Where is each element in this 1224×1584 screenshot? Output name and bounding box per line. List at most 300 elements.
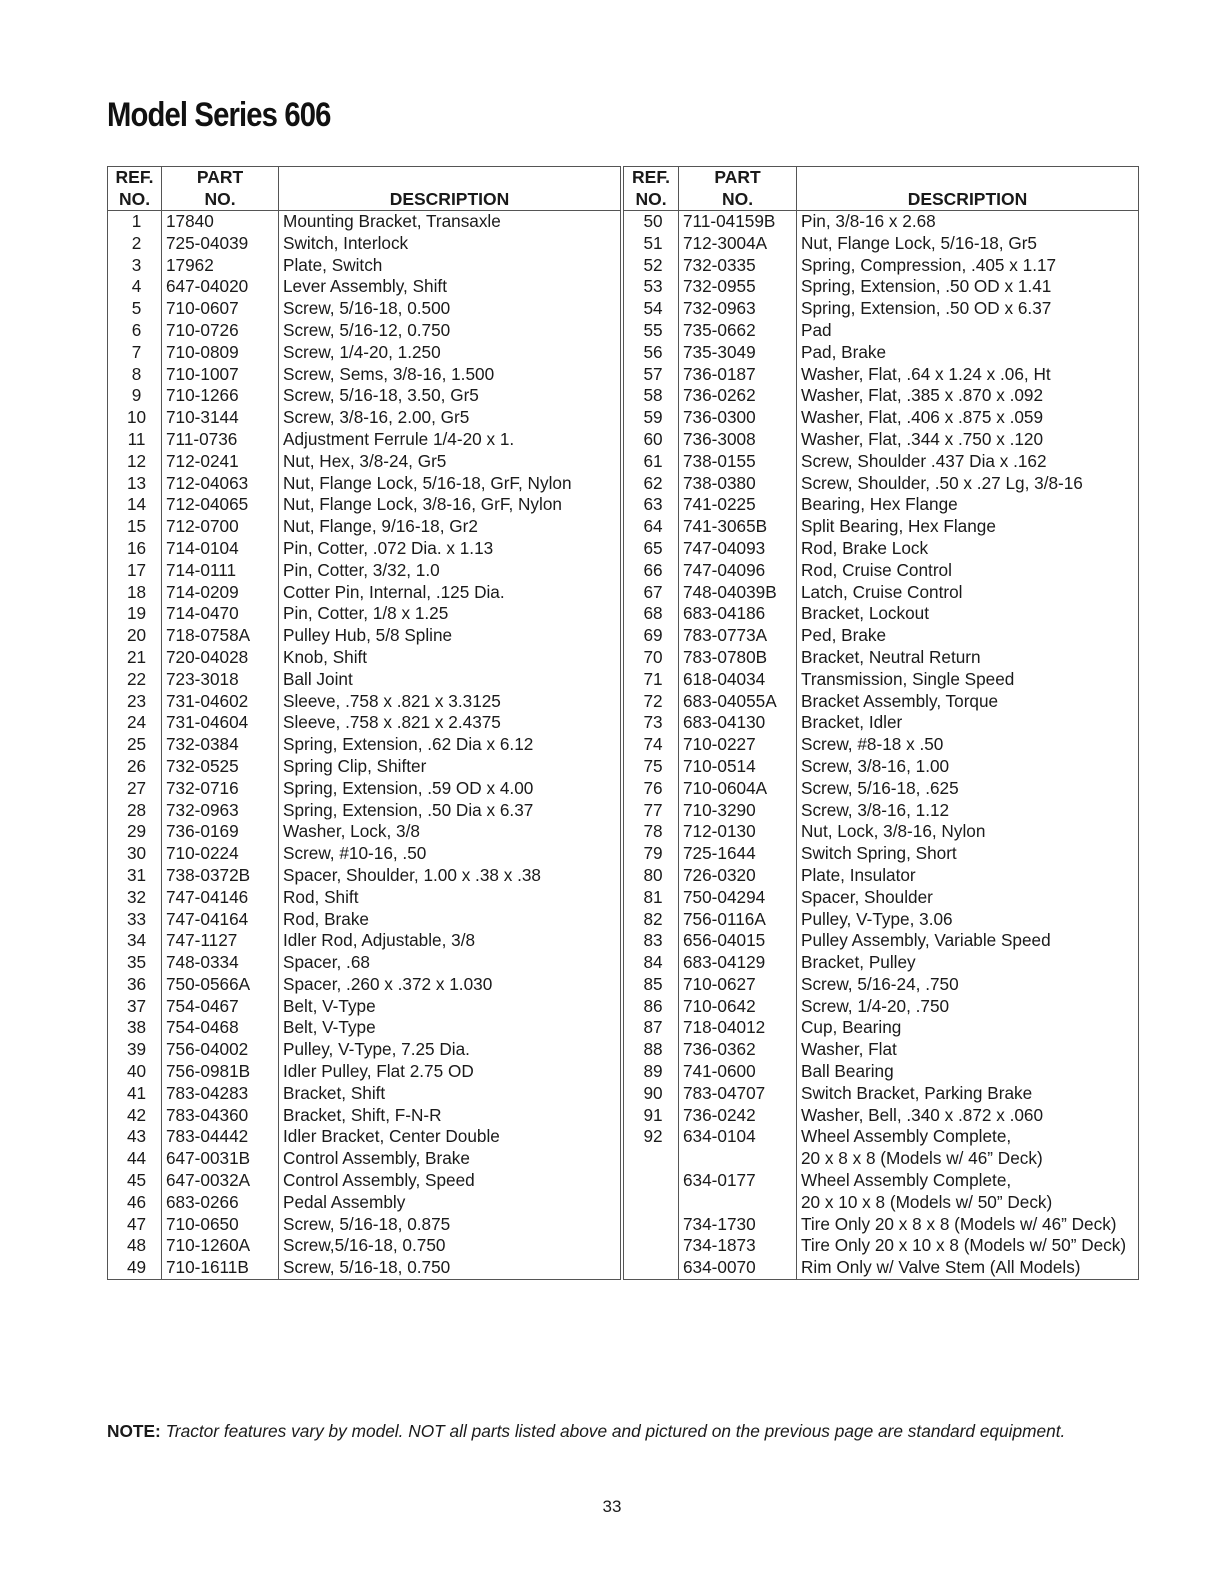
part-no-cell: 741-0600	[679, 1061, 797, 1083]
description-cell: Screw, 5/16-18, 3.50, Gr5	[279, 385, 621, 407]
table-row	[624, 734, 1139, 756]
description-cell: Bracket, Pulley	[797, 952, 1139, 974]
ref-no-cell: 12	[108, 451, 162, 473]
table-row	[624, 233, 1139, 255]
part-no-cell: 783-04283	[162, 1083, 279, 1105]
ref-no-cell: 49	[108, 1257, 162, 1279]
description-cell: Tire Only 20 x 10 x 8 (Models w/ 50” Deck)	[797, 1235, 1139, 1257]
part-no-cell	[679, 1148, 797, 1170]
ref-no-cell: 75	[624, 756, 679, 778]
ref-no-cell	[624, 1214, 679, 1236]
ref-no-cell: 68	[624, 603, 679, 625]
part-no-cell: 736-0242	[679, 1105, 797, 1127]
description-cell: Bracket, Neutral Return	[797, 647, 1139, 669]
part-no-cell: 718-04012	[679, 1017, 797, 1039]
ref-no-cell: 8	[108, 364, 162, 386]
ref-no-cell: 74	[624, 734, 679, 756]
part-no-cell: 710-3144	[162, 407, 279, 429]
part-no-cell: 726-0320	[679, 865, 797, 887]
table-row	[108, 582, 621, 604]
table-row	[108, 952, 621, 974]
ref-no-cell: 84	[624, 952, 679, 974]
description-cell: Screw, #8-18 x .50	[797, 734, 1139, 756]
table-header-row	[624, 167, 1139, 211]
ref-no-cell: 14	[108, 494, 162, 516]
description-cell: Screw, 5/16-18, 0.875	[279, 1214, 621, 1236]
description-cell: Cotter Pin, Internal, .125 Dia.	[279, 582, 621, 604]
description-cell: Screw, 5/16-24, .750	[797, 974, 1139, 996]
table-row	[108, 385, 621, 407]
description-cell: Washer, Flat, .64 x 1.24 x .06, Ht	[797, 364, 1139, 386]
description-cell: Bracket, Shift	[279, 1083, 621, 1105]
part-no-cell: 754-0467	[162, 996, 279, 1018]
description-cell: Bracket, Idler	[797, 712, 1139, 734]
ref-no-cell: 54	[624, 298, 679, 320]
part-no-cell: 17962	[162, 255, 279, 277]
part-no-cell: 736-3008	[679, 429, 797, 451]
description-cell: Latch, Cruise Control	[797, 582, 1139, 604]
table-row	[624, 952, 1139, 974]
description-cell: Control Assembly, Speed	[279, 1170, 621, 1192]
table-row	[108, 821, 621, 843]
part-no-cell: 683-04186	[679, 603, 797, 625]
table-row	[624, 1039, 1139, 1061]
description-cell: Spring, Compression, .405 x 1.17	[797, 255, 1139, 277]
description-cell: Switch, Interlock	[279, 233, 621, 255]
ref-no-cell: 56	[624, 342, 679, 364]
ref-no-cell: 82	[624, 909, 679, 931]
ref-no-cell: 53	[624, 276, 679, 298]
part-no-cell: 710-1611B	[162, 1257, 279, 1279]
ref-no-cell: 37	[108, 996, 162, 1018]
description-cell: Belt, V-Type	[279, 1017, 621, 1039]
description-cell: Tire Only 20 x 8 x 8 (Models w/ 46” Deck)	[797, 1214, 1139, 1236]
description-cell: Nut, Flange, 9/16-18, Gr2	[279, 516, 621, 538]
part-no-cell: 710-0642	[679, 996, 797, 1018]
description-cell: Pad, Brake	[797, 342, 1139, 364]
description-cell: 20 x 10 x 8 (Models w/ 50” Deck)	[797, 1192, 1139, 1214]
table-row	[108, 429, 621, 451]
table-row	[624, 909, 1139, 931]
ref-no-cell: 29	[108, 821, 162, 843]
description-cell: Spacer, Shoulder	[797, 887, 1139, 909]
part-no-header: PART NO.	[679, 167, 797, 211]
ref-no-cell: 20	[108, 625, 162, 647]
ref-no-cell: 30	[108, 843, 162, 865]
table-header-row	[108, 167, 621, 211]
description-cell: Spring, Extension, .50 OD x 6.37	[797, 298, 1139, 320]
ref-no-cell: 9	[108, 385, 162, 407]
table-row	[108, 494, 621, 516]
description-cell: Spring, Extension, .62 Dia x 6.12	[279, 734, 621, 756]
part-no-cell: 710-0726	[162, 320, 279, 342]
table-row	[108, 1192, 621, 1214]
description-cell: Nut, Flange Lock, 5/16-18, Gr5	[797, 233, 1139, 255]
ref-no-cell: 71	[624, 669, 679, 691]
table-row	[624, 320, 1139, 342]
table-row	[624, 1061, 1139, 1083]
table-row	[108, 974, 621, 996]
table-row	[624, 756, 1139, 778]
part-no-cell: 714-0104	[162, 538, 279, 560]
description-cell: Knob, Shift	[279, 647, 621, 669]
table-row	[108, 211, 621, 233]
table-row	[108, 364, 621, 386]
footnote	[107, 1421, 1065, 1442]
ref-no-cell: 4	[108, 276, 162, 298]
ref-no-cell: 27	[108, 778, 162, 800]
ref-no-cell: 16	[108, 538, 162, 560]
table-row	[624, 996, 1139, 1018]
part-no-cell: 747-1127	[162, 930, 279, 952]
ref-no-cell: 61	[624, 451, 679, 473]
ref-no-cell: 13	[108, 473, 162, 495]
table-row	[624, 1148, 1139, 1170]
description-cell: Wheel Assembly Complete,	[797, 1126, 1139, 1148]
part-no-cell: 634-0104	[679, 1126, 797, 1148]
ref-no-cell: 60	[624, 429, 679, 451]
description-cell: Pulley Assembly, Variable Speed	[797, 930, 1139, 952]
part-no-cell: 738-0380	[679, 473, 797, 495]
part-no-cell: 738-0372B	[162, 865, 279, 887]
part-no-cell: 756-0981B	[162, 1061, 279, 1083]
table-row	[108, 342, 621, 364]
description-cell: Switch Bracket, Parking Brake	[797, 1083, 1139, 1105]
ref-no-cell: 31	[108, 865, 162, 887]
part-no-cell: 731-04604	[162, 712, 279, 734]
description-cell: Pulley Hub, 5/8 Spline	[279, 625, 621, 647]
ref-no-cell: 65	[624, 538, 679, 560]
ref-no-cell: 78	[624, 821, 679, 843]
table-row	[624, 1126, 1139, 1148]
part-no-cell: 714-0111	[162, 560, 279, 582]
part-no-cell: 683-04055A	[679, 691, 797, 713]
description-cell: Washer, Flat, .344 x .750 x .120	[797, 429, 1139, 451]
ref-no-cell: 72	[624, 691, 679, 713]
table-row	[624, 930, 1139, 952]
description-cell: Spring Clip, Shifter	[279, 756, 621, 778]
ref-no-cell: 33	[108, 909, 162, 931]
ref-no-cell: 6	[108, 320, 162, 342]
ref-no-cell: 88	[624, 1039, 679, 1061]
table-row	[108, 451, 621, 473]
description-cell: Nut, Lock, 3/8-16, Nylon	[797, 821, 1139, 843]
table-row	[624, 1017, 1139, 1039]
part-no-cell: 738-0155	[679, 451, 797, 473]
table-row	[624, 821, 1139, 843]
description-cell: Lever Assembly, Shift	[279, 276, 621, 298]
part-no-cell: 783-04360	[162, 1105, 279, 1127]
part-no-cell: 747-04096	[679, 560, 797, 582]
ref-no-cell: 38	[108, 1017, 162, 1039]
part-no-cell: 748-0334	[162, 952, 279, 974]
table-row	[108, 887, 621, 909]
part-no-cell: 710-0604A	[679, 778, 797, 800]
ref-no-cell: 64	[624, 516, 679, 538]
table-row	[108, 298, 621, 320]
part-no-cell: 710-0650	[162, 1214, 279, 1236]
ref-no-cell: 2	[108, 233, 162, 255]
table-row	[624, 1257, 1139, 1279]
description-cell: Screw, 3/8-16, 1.12	[797, 800, 1139, 822]
description-cell: Pulley, V-Type, 7.25 Dia.	[279, 1039, 621, 1061]
description-cell: Rod, Brake Lock	[797, 538, 1139, 560]
description-cell: Idler Bracket, Center Double	[279, 1126, 621, 1148]
note-label: NOTE:	[107, 1421, 161, 1441]
description-cell: Pin, Cotter, 3/32, 1.0	[279, 560, 621, 582]
part-no-cell: 683-04129	[679, 952, 797, 974]
table-row	[624, 778, 1139, 800]
description-cell: Adjustment Ferrule 1/4-20 x 1.	[279, 429, 621, 451]
ref-no-cell: 87	[624, 1017, 679, 1039]
table-row	[108, 1214, 621, 1236]
part-no-cell: 732-0955	[679, 276, 797, 298]
description-cell: Spring, Extension, .59 OD x 4.00	[279, 778, 621, 800]
ref-no-cell	[624, 1192, 679, 1214]
table-row	[108, 407, 621, 429]
part-no-cell: 712-0700	[162, 516, 279, 538]
part-no-cell: 710-1260A	[162, 1235, 279, 1257]
ref-no-cell: 57	[624, 364, 679, 386]
table-row	[108, 691, 621, 713]
part-no-cell: 710-0809	[162, 342, 279, 364]
table-row	[108, 1061, 621, 1083]
table-row	[108, 516, 621, 538]
part-no-cell: 732-0384	[162, 734, 279, 756]
part-no-cell: 647-0032A	[162, 1170, 279, 1192]
ref-no-cell: 81	[624, 887, 679, 909]
page-number: 33	[602, 1497, 622, 1516]
table-row	[108, 625, 621, 647]
part-no-cell: 747-04146	[162, 887, 279, 909]
part-no-cell: 17840	[162, 211, 279, 233]
part-no-cell: 711-04159B	[679, 211, 797, 233]
table-row	[624, 582, 1139, 604]
ref-no-cell: 3	[108, 255, 162, 277]
table-row	[108, 1083, 621, 1105]
description-cell: Ball Joint	[279, 669, 621, 691]
description-cell: Washer, Flat, .385 x .870 x .092	[797, 385, 1139, 407]
description-cell: Cup, Bearing	[797, 1017, 1139, 1039]
ref-no-cell: 85	[624, 974, 679, 996]
table-row	[108, 647, 621, 669]
table-row	[624, 342, 1139, 364]
description-cell: Rod, Cruise Control	[797, 560, 1139, 582]
part-no-cell: 714-0470	[162, 603, 279, 625]
part-no-cell: 647-0031B	[162, 1148, 279, 1170]
part-no-cell: 710-3290	[679, 800, 797, 822]
table-row	[108, 1017, 621, 1039]
ref-no-cell: 41	[108, 1083, 162, 1105]
table-row	[624, 385, 1139, 407]
part-no-cell: 732-0963	[162, 800, 279, 822]
part-no-cell: 634-0177	[679, 1170, 797, 1192]
description-cell: Sleeve, .758 x .821 x 2.4375	[279, 712, 621, 734]
ref-no-cell: 86	[624, 996, 679, 1018]
description-cell: Plate, Switch	[279, 255, 621, 277]
table-row	[108, 255, 621, 277]
part-no-cell: 736-0300	[679, 407, 797, 429]
part-no-cell: 634-0070	[679, 1257, 797, 1279]
description-cell: Pad	[797, 320, 1139, 342]
part-no-cell: 747-04093	[679, 538, 797, 560]
part-no-cell: 734-1873	[679, 1235, 797, 1257]
ref-no-cell: 62	[624, 473, 679, 495]
part-no-cell: 756-04002	[162, 1039, 279, 1061]
table-row	[108, 865, 621, 887]
part-no-cell	[679, 1192, 797, 1214]
table-row	[108, 538, 621, 560]
table-row	[624, 1235, 1139, 1257]
part-no-cell: 723-3018	[162, 669, 279, 691]
description-cell: Washer, Flat	[797, 1039, 1139, 1061]
table-row	[624, 800, 1139, 822]
table-row	[108, 756, 621, 778]
table-row	[624, 407, 1139, 429]
ref-no-cell: 42	[108, 1105, 162, 1127]
description-cell: Screw, 5/16-12, 0.750	[279, 320, 621, 342]
ref-no-cell: 69	[624, 625, 679, 647]
table-row	[624, 1214, 1139, 1236]
part-no-cell: 736-0187	[679, 364, 797, 386]
part-no-cell: 741-3065B	[679, 516, 797, 538]
ref-no-cell: 18	[108, 582, 162, 604]
table-row	[108, 909, 621, 931]
table-row	[108, 930, 621, 952]
ref-no-cell: 63	[624, 494, 679, 516]
description-cell: Rod, Shift	[279, 887, 621, 909]
table-row	[108, 1148, 621, 1170]
part-no-cell: 734-1730	[679, 1214, 797, 1236]
table-row	[624, 211, 1139, 233]
description-cell: Spacer, .260 x .372 x 1.030	[279, 974, 621, 996]
part-no-cell: 710-0607	[162, 298, 279, 320]
table-row	[624, 429, 1139, 451]
ref-no-cell: 32	[108, 887, 162, 909]
description-header: DESCRIPTION	[797, 167, 1139, 211]
table-row	[108, 1105, 621, 1127]
description-cell: Washer, Bell, .340 x .872 x .060	[797, 1105, 1139, 1127]
part-no-cell: 783-04442	[162, 1126, 279, 1148]
table-row	[624, 276, 1139, 298]
ref-no-cell: 45	[108, 1170, 162, 1192]
description-cell: Screw, 5/16-18, .625	[797, 778, 1139, 800]
ref-no-cell: 91	[624, 1105, 679, 1127]
ref-no-cell: 11	[108, 429, 162, 451]
table-row	[108, 843, 621, 865]
table-row	[624, 647, 1139, 669]
description-cell: Bearing, Hex Flange	[797, 494, 1139, 516]
table-row	[108, 233, 621, 255]
ref-no-cell: 25	[108, 734, 162, 756]
ref-no-cell: 89	[624, 1061, 679, 1083]
part-no-cell: 683-0266	[162, 1192, 279, 1214]
table-row	[108, 560, 621, 582]
ref-no-cell: 21	[108, 647, 162, 669]
ref-no-header: REF. NO.	[624, 167, 679, 211]
part-no-cell: 732-0716	[162, 778, 279, 800]
ref-no-cell: 52	[624, 255, 679, 277]
ref-no-cell: 39	[108, 1039, 162, 1061]
table-row	[624, 494, 1139, 516]
part-no-cell: 750-04294	[679, 887, 797, 909]
description-cell: Nut, Flange Lock, 5/16-18, GrF, Nylon	[279, 473, 621, 495]
description-cell: Idler Pulley, Flat 2.75 OD	[279, 1061, 621, 1083]
table-row	[108, 1126, 621, 1148]
ref-no-cell: 7	[108, 342, 162, 364]
ref-no-cell: 90	[624, 1083, 679, 1105]
part-no-cell: 741-0225	[679, 494, 797, 516]
table-row	[624, 603, 1139, 625]
description-cell: Pin, Cotter, .072 Dia. x 1.13	[279, 538, 621, 560]
table-row	[108, 669, 621, 691]
ref-no-cell: 50	[624, 211, 679, 233]
description-cell: Screw, 5/16-18, 0.500	[279, 298, 621, 320]
ref-no-cell: 40	[108, 1061, 162, 1083]
description-cell: Spring, Extension, .50 OD x 1.41	[797, 276, 1139, 298]
description-cell: Spring, Extension, .50 Dia x 6.37	[279, 800, 621, 822]
part-no-cell: 736-0362	[679, 1039, 797, 1061]
part-no-cell: 783-04707	[679, 1083, 797, 1105]
description-cell: Pin, Cotter, 1/8 x 1.25	[279, 603, 621, 625]
description-cell: Screw,5/16-18, 0.750	[279, 1235, 621, 1257]
ref-no-cell: 73	[624, 712, 679, 734]
ref-no-cell: 5	[108, 298, 162, 320]
part-no-cell: 747-04164	[162, 909, 279, 931]
description-cell: Wheel Assembly Complete,	[797, 1170, 1139, 1192]
description-cell: Rim Only w/ Valve Stem (All Models)	[797, 1257, 1139, 1279]
table-row	[108, 734, 621, 756]
table-row	[108, 603, 621, 625]
description-cell: Control Assembly, Brake	[279, 1148, 621, 1170]
part-no-cell: 710-1266	[162, 385, 279, 407]
part-no-cell: 683-04130	[679, 712, 797, 734]
description-cell: Washer, Lock, 3/8	[279, 821, 621, 843]
table-row	[624, 865, 1139, 887]
ref-no-cell	[624, 1148, 679, 1170]
table-row	[624, 473, 1139, 495]
description-cell: Switch Spring, Short	[797, 843, 1139, 865]
table-row	[624, 843, 1139, 865]
description-cell: Screw, 1/4-20, 1.250	[279, 342, 621, 364]
table-row	[624, 298, 1139, 320]
table-row	[108, 996, 621, 1018]
description-header: DESCRIPTION	[279, 167, 621, 211]
ref-no-cell: 92	[624, 1126, 679, 1148]
table-row	[624, 516, 1139, 538]
part-no-cell: 732-0963	[679, 298, 797, 320]
table-row	[108, 800, 621, 822]
part-no-cell: 735-3049	[679, 342, 797, 364]
ref-no-cell: 17	[108, 560, 162, 582]
ref-no-cell	[624, 1257, 679, 1279]
ref-no-cell: 48	[108, 1235, 162, 1257]
description-cell: Transmission, Single Speed	[797, 669, 1139, 691]
part-no-cell: 731-04602	[162, 691, 279, 713]
parts-table-right	[623, 166, 1139, 1280]
table-row	[624, 538, 1139, 560]
table-row	[624, 1192, 1139, 1214]
description-cell: Screw, #10-16, .50	[279, 843, 621, 865]
part-no-cell: 712-0130	[679, 821, 797, 843]
part-no-cell: 618-04034	[679, 669, 797, 691]
part-no-cell: 736-0169	[162, 821, 279, 843]
part-no-cell: 711-0736	[162, 429, 279, 451]
table-row	[624, 1105, 1139, 1127]
ref-no-cell: 77	[624, 800, 679, 822]
ref-no-cell: 22	[108, 669, 162, 691]
description-cell: 20 x 8 x 8 (Models w/ 46” Deck)	[797, 1148, 1139, 1170]
